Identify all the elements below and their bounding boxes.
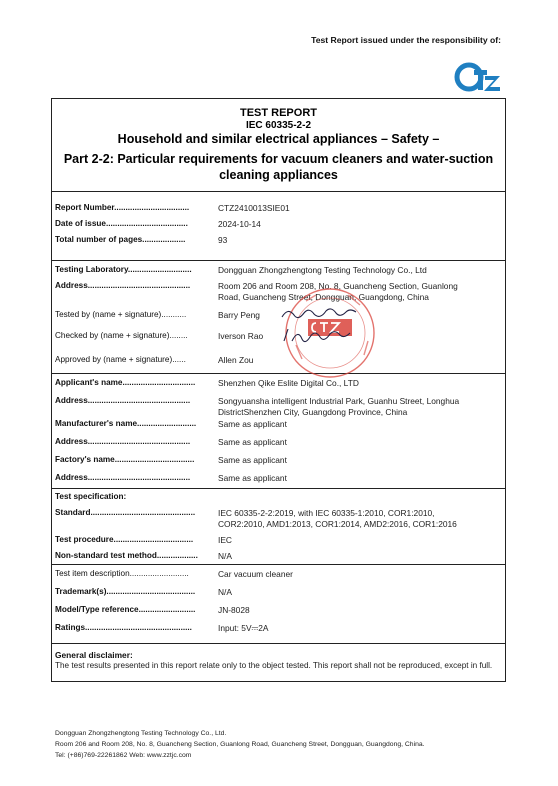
lab-address-line1: Room 206 and Room 208, No. 8, Guancheng Section, Guanlong — [218, 281, 458, 291]
standard-line2: COR2:2010, AMD1:2013, COR1:2014, AMD2:2016, COR1:2016 — [218, 519, 457, 529]
divider — [52, 260, 505, 261]
lab-address-line2: Road, Guancheng Street, Dongguan, Guangdong, China — [218, 292, 429, 302]
model-label: Model/Type reference......................... — [55, 605, 196, 614]
checked-by-label: Checked by (name + signature)........ — [55, 331, 188, 340]
heading-line1: Household and similar electrical appliances – Safety – — [117, 132, 440, 146]
non-standard-value: N/A — [218, 551, 232, 561]
report-number-value: CTZ2410013SIE01 — [218, 203, 290, 213]
report-title: TEST REPORT — [239, 107, 317, 119]
non-standard-label: Non-standard test method.................. — [55, 551, 198, 560]
item-description-label: Test item description.......................... — [55, 569, 189, 578]
approved-by-label: Approved by (name + signature)...... — [55, 355, 186, 364]
disclaimer-text: The test results presented in this report relate only to the object tested. This report shall not be reproduced, except in full. — [55, 661, 493, 670]
total-pages-value: 93 — [218, 235, 228, 245]
disclaimer-title: General disclaimer: — [55, 650, 133, 660]
footer — [55, 728, 425, 761]
applicant-value: Shenzhen Qike Eslite Digital Co., LTD — [218, 378, 359, 388]
item-description-value: Car vacuum cleaner — [218, 569, 293, 579]
standard-code: IEC 60335-2-2 — [245, 120, 312, 131]
manufacturer-label: Manufacturer's name.......................... — [55, 419, 197, 428]
heading-line3: cleaning appliances — [219, 168, 338, 182]
responsibility-note: Test Report issued under the responsibility of: — [311, 35, 501, 45]
applicant-address-line2: DistrictShenzhen City, Guangdong Province, China — [218, 407, 408, 417]
report-number-label: Report Number................................. — [55, 203, 190, 212]
ratings-label: Ratings............................................... — [55, 623, 192, 632]
testing-lab-value: Dongguan Zhongzhengtong Testing Technology Co., Ltd — [218, 265, 427, 275]
tested-by-value: Barry Peng — [218, 310, 260, 320]
certificate-stamp-and-signatures — [268, 283, 383, 383]
footer-contact: Tel: (+86)769-22261862 Web: www.zztjc.com — [55, 752, 192, 759]
date-of-issue-value: 2024-10-14 — [218, 219, 261, 229]
factory-label: Factory's name................................... — [55, 455, 195, 464]
footer-company: Dongguan Zhongzhengtong Testing Technology Co., Ltd. — [55, 730, 227, 737]
applicant-address-line1: Songyuansha intelligent Industrial Park, Guanhu Street, Longhua — [218, 396, 460, 406]
date-of-issue-label: Date of issue.................................... — [55, 219, 188, 228]
test-procedure-label: Test procedure................................... — [55, 535, 194, 544]
applicant-address-label: Address............................................. — [55, 396, 191, 405]
standard-label: Standard.............................................. — [55, 508, 196, 517]
heading-line2: Part 2-2: Particular requirements for vacuum cleaners and water-suction — [63, 152, 494, 166]
divider — [52, 564, 505, 565]
standard-line1: IEC 60335-2-2:2019, with IEC 60335-1:2010, COR1:2010, — [218, 508, 435, 518]
applicant-label: Applicant's name................................ — [55, 378, 196, 387]
ctz-logo — [452, 55, 502, 95]
factory-value: Same as applicant — [218, 455, 287, 465]
factory-address-value: Same as applicant — [218, 473, 287, 483]
divider — [52, 191, 505, 192]
test-procedure-value: IEC — [218, 535, 232, 545]
factory-address-label: Address............................................. — [55, 473, 191, 482]
test-spec-heading: Test specification: — [55, 492, 127, 501]
model-value: JN-8028 — [218, 605, 250, 615]
report-frame — [51, 98, 506, 682]
divider — [52, 643, 505, 644]
testing-lab-label: Testing Laboratory............................ — [55, 265, 192, 274]
approved-by-value: Allen Zou — [218, 355, 254, 365]
divider — [52, 488, 505, 489]
lab-address-label: Address............................................. — [55, 281, 191, 290]
checked-by-value: Iverson Rao — [218, 331, 264, 341]
manufacturer-value: Same as applicant — [218, 419, 287, 429]
tested-by-label: Tested by (name + signature)........... — [55, 310, 187, 319]
trademark-value: N/A — [218, 587, 232, 597]
manufacturer-address-label: Address............................................. — [55, 437, 191, 446]
manufacturer-address-value: Same as applicant — [218, 437, 287, 447]
footer-address: Room 206 and Room 208, No. 8, Guancheng Section, Guanlong Road, Guancheng Street, Dongguan, Guangdong, China. — [55, 741, 425, 748]
ratings-value: Input: 5V⎓2A — [218, 623, 269, 633]
trademark-label: Trademark(s)....................................... — [55, 587, 196, 596]
total-pages-label: Total number of pages................... — [55, 235, 186, 244]
